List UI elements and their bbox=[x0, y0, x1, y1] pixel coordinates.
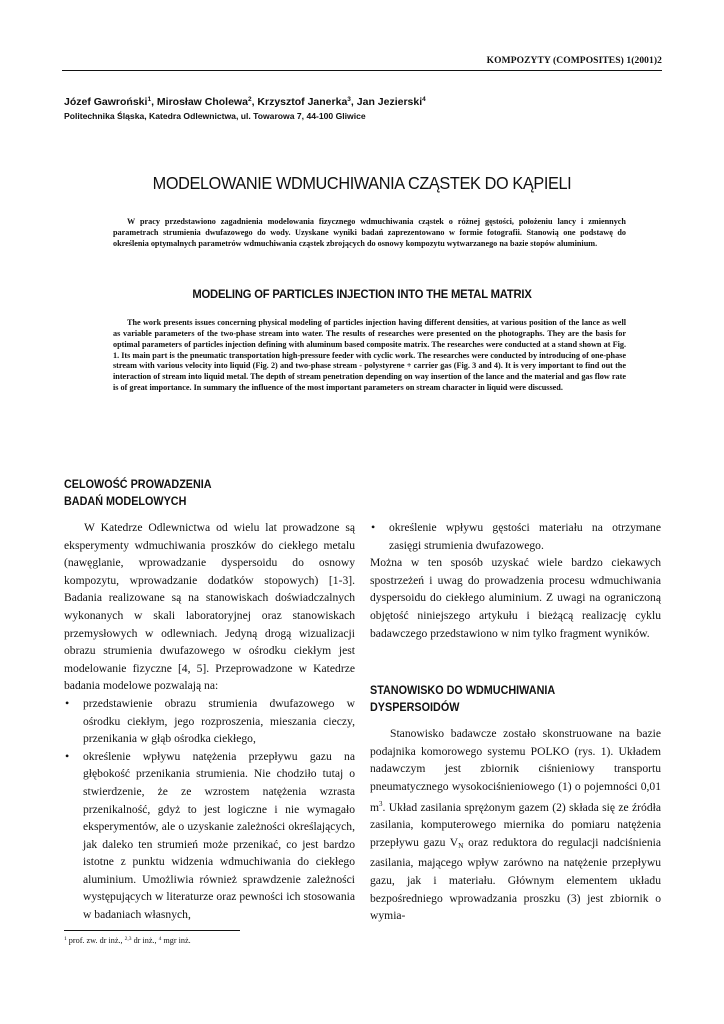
section-heading bbox=[64, 476, 326, 509]
right-column bbox=[370, 519, 661, 925]
author-name: Krzysztof Janerka bbox=[257, 96, 348, 108]
footnote bbox=[64, 936, 191, 945]
body-paragraph: Można w ten sposób uzyskać wiele bardzo ciekawych spostrzeżeń i uwag do prowadzenia procesu wdmuchiwania dyspersoidu do ciekłego aluminium. Z uwagi na ograniczoną objętość niniejszego artykułu i bieżącą realizację cyklu badawczego przedstawiono w nim tylko fragment wyników. bbox=[370, 556, 661, 640]
section-spacer bbox=[370, 642, 661, 682]
paper-title-english: MODELING OF PARTICLES INJECTION INTO THE METAL MATRIX bbox=[192, 287, 532, 301]
header-rule bbox=[62, 70, 662, 71]
footnote-text: prof. zw. dr inż., bbox=[66, 936, 125, 945]
footnote-mark: 4 bbox=[158, 936, 162, 942]
left-column bbox=[64, 476, 355, 924]
section-heading-line: STANOWISKO DO WDMUCHIWANIA bbox=[370, 683, 556, 698]
author-mark: 2 bbox=[247, 96, 252, 103]
author-mark: 3 bbox=[347, 96, 351, 103]
paper-title-polish: MODELOWANIE WDMUCHIWANIA CZĄSTEK DO KĄPIELI bbox=[152, 173, 572, 193]
section-heading-line: DYSPERSOIDÓW bbox=[370, 699, 460, 714]
text-run: Stanowisko badawcze zostało skonstruowane na bazie podajnika komorowego systemu POLKO (rys. 1). Układem nadawczym jest zbiornik ciśnieniowy transportu pneumatycznego wysokociśnieniowego (1) o pojemności 0,01 m bbox=[370, 727, 661, 814]
abstract-english: The work presents issues concerning physical modeling of particles injection having different densities, at various position of the lance as well as variable parameters of the two-phase stream into water. The results of researches were presented on the photographs. They are the basis for optimal parameters of particles injection defining with aluminum based composite matrix. The researches were conducted at a stand shown at Fig. 1. Its main part is the pneumatic transportation high-pressure feeder with cyclic work. The researches were conducted by introducing of one-phase stream with various velocity into liquid (Fig. 2) and two-phase stream - polystyrene + carrier gas (Fig. 3 and 4). It is very important to find out the interaction of stream into liquid metal. The depth of stream penetration depending on way insertion of the lance and the material and gas flow rate is of great importance. In summary the influence of the most important parameters on stream character in liquid were discussed. bbox=[113, 318, 626, 392]
author-name: Jan Jezierski bbox=[356, 96, 423, 108]
footnote-text: mgr inż. bbox=[161, 936, 191, 945]
footnote-rule bbox=[64, 930, 240, 931]
bullet-item: • przedstawienie obrazu strumienia dwufazowego w ośrodku ciekłym, jego rozproszenia, mieszania cieczy, przenikania w głąb ośrodka ciekłego, bbox=[64, 695, 355, 748]
body-paragraph: W Katedrze Odlewnictwa od wielu lat prowadzone są eksperymenty wdmuchiwania proszków do ciekłego metalu (nawęglanie, wprowadzanie dyspersoidu do osnowy kompozytu, wprowadzanie dodatków stopowych) [1-3]. Badania realizowane są na stanowiskach doświadczalnych wykonanych w skali laboratoryjnej oraz stanowiskach przemysłowych w odlewniach. Jedyną drogą wizualizacji obrazu strumienia dwufazowego w ośrodku ciekłym jest modelowanie fizyczne [4, 5]. Przeprowadzone w Katedrze badania modelowe pozwalają na: bbox=[64, 521, 355, 693]
author-name: Mirosław Cholewa bbox=[156, 96, 248, 108]
footnote-mark: 1 bbox=[64, 936, 67, 942]
running-head: KOMPOZYTY (COMPOSITES) 1(2001)2 bbox=[486, 56, 662, 66]
footnote-text: dr inż., bbox=[131, 936, 159, 945]
author-name: Józef Gawroński bbox=[64, 96, 148, 108]
footnote-mark: 2,3 bbox=[124, 936, 132, 942]
subscript: N bbox=[458, 840, 464, 850]
bullet-item: • określenie wpływu gęstości materiału na otrzymane zasięgi strumienia dwufazowego. bbox=[370, 519, 661, 554]
abstract-polish: W pracy przedstawiono zagadnienia modelowania fizycznego wdmuchiwania cząstek o różnej gęstości, położeniu lancy i zmiennych parametrach strumienia dwufazowego do wody. Uzyskane wyniki badań zaprezentowano w formie fotografii. Stanowią one podstawę do określenia optymalnych parametrów wdmuchiwania cząstek zbrojących do osnowy kompozytu wytwarzanego na bazie stopów aluminium. bbox=[113, 217, 626, 248]
bullet-item: • określenie wpływu natężenia przepływu gazu na głębokość przenikania strumienia. Nie chodziło tutaj o stwierdzenie, że ze wzrostem natężenia wzrasta przenikalność, gdyż to jest logiczne i nie wymagało eksperymentów, ale o uzyskanie zależności określających, jak daleko ten strumień może przenikać, co jest bardzo istotne z punktu widzenia wdmuchiwania do ciekłego aluminium. Umożliwia również sprawdzenie zależności występujących w literaturze oraz pewności ich stosowania w badaniach własnych, bbox=[64, 748, 355, 924]
section-heading-line: CELOWOŚĆ PROWADZENIA bbox=[64, 477, 212, 491]
section-heading bbox=[370, 682, 632, 715]
section-heading-line: BADAŃ MODELOWYCH bbox=[64, 493, 187, 508]
superscript: 3 bbox=[379, 799, 383, 808]
body-paragraph bbox=[370, 725, 661, 925]
bullet-list bbox=[64, 695, 355, 924]
author-mark: 1 bbox=[147, 96, 152, 103]
text-run: oraz reduktora do regulacji nadciśnienia zasilania, mającego wpływ zarówno na natężenie przepływu gazu, jak i materiału. Głównym elementem układu bezpośredniego wprowadzania proszku (3) jest zbiornik o wymia- bbox=[370, 835, 662, 923]
author-list: Józef Gawroński$^1$, Mirosław Cholewa$^2$, Krzysztof Janerka$^3$, Jan Jezierski$^4$ bbox=[64, 96, 426, 108]
bullet-list bbox=[370, 519, 661, 554]
author-mark: 4 bbox=[422, 96, 426, 103]
text-run: . Układ zasilania sprężonym gazem (2) składa się ze źródła zasilania, komputerowego miernika do pomiaru natężenia przepływu gazu V bbox=[370, 800, 661, 849]
affiliation: Politechnika Śląska, Katedra Odlewnictwa, ul. Towarowa 7, 44-100 Gliwice bbox=[64, 111, 366, 121]
